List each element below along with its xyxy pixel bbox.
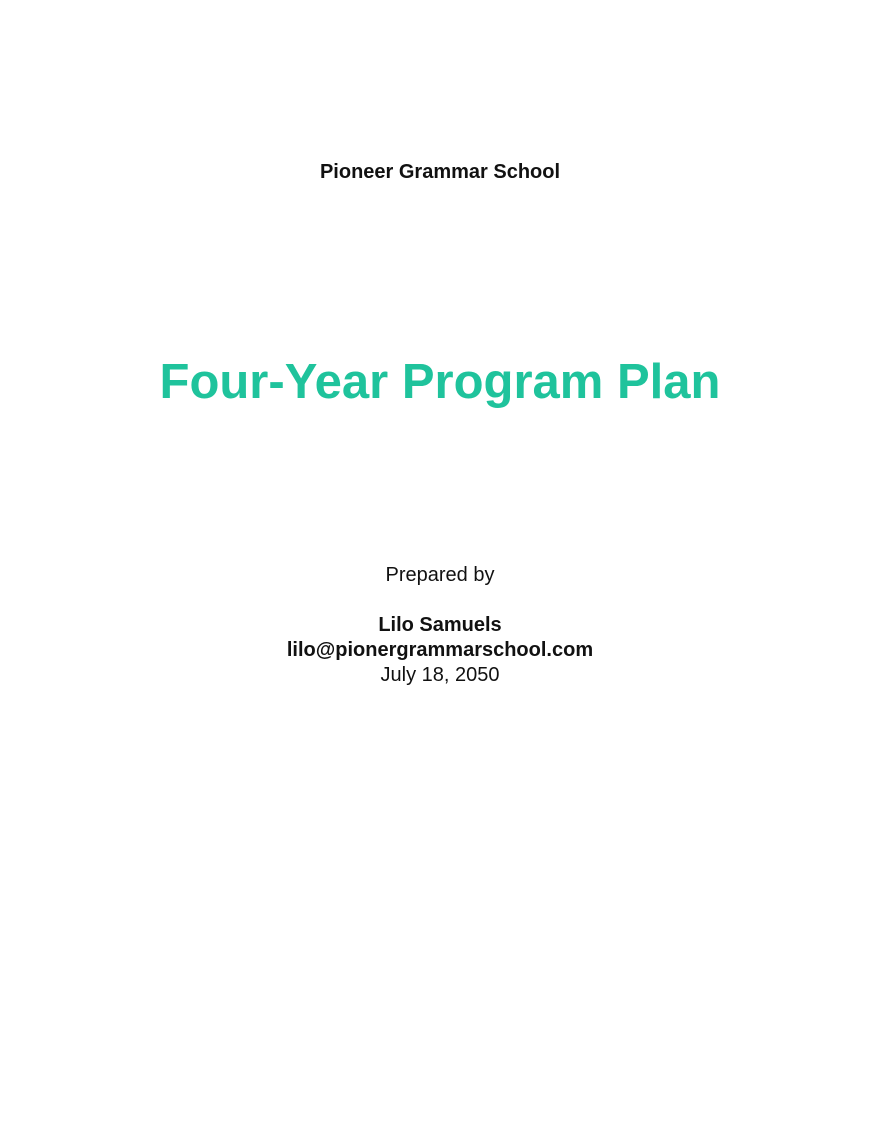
- organization-name: Pioneer Grammar School: [319, 161, 561, 183]
- prepared-by-label: Prepared by: [385, 564, 495, 586]
- author-name: Lilo Samuels: [378, 614, 502, 636]
- document-title: Four-Year Program Plan: [159, 355, 721, 409]
- document-date: July 18, 2050: [380, 664, 500, 686]
- author-email: lilo@pionergrammarschool.com: [286, 639, 594, 661]
